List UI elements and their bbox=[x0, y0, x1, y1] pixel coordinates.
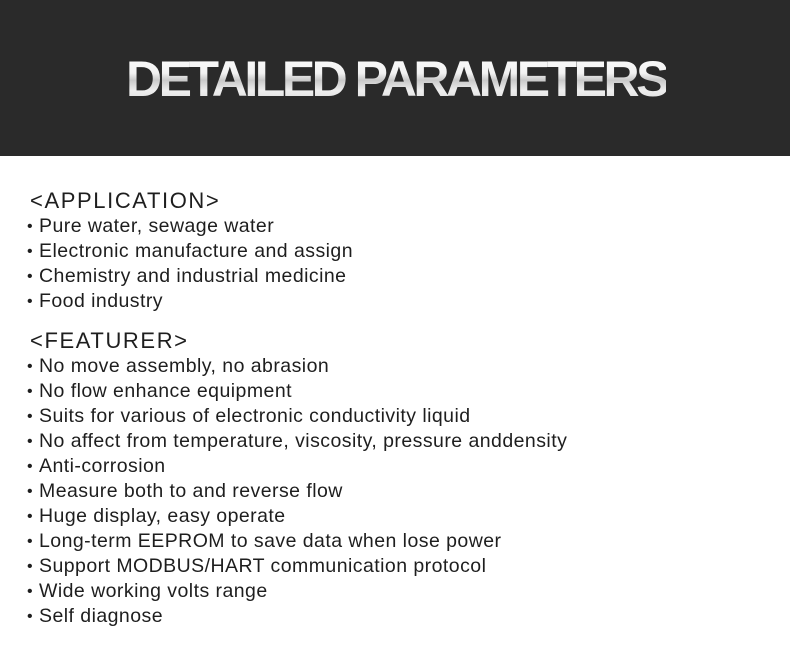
list-item bbox=[27, 604, 790, 629]
features-list bbox=[27, 354, 790, 629]
list-item bbox=[27, 429, 790, 454]
list-item-text: No move assembly, no abrasion bbox=[39, 355, 330, 377]
bullet-icon: • bbox=[27, 583, 34, 600]
bullet-icon: • bbox=[27, 433, 34, 450]
bullet-icon: • bbox=[27, 508, 34, 525]
bullet-icon: • bbox=[27, 533, 34, 550]
page-title: DETAILED PARAMETERS bbox=[126, 51, 666, 107]
list-item bbox=[27, 379, 790, 404]
list-item bbox=[27, 579, 790, 604]
bullet-icon: • bbox=[27, 483, 34, 500]
list-item-text: No affect from temperature, viscosity, pressure anddensity bbox=[39, 430, 568, 452]
list-item bbox=[27, 214, 790, 239]
list-item bbox=[27, 454, 790, 479]
list-item bbox=[27, 529, 790, 554]
list-item-text: Anti-corrosion bbox=[39, 455, 166, 477]
bullet-icon: • bbox=[27, 358, 34, 375]
list-item-text: Self diagnose bbox=[39, 605, 164, 627]
list-item-text: Pure water, sewage water bbox=[39, 215, 275, 237]
list-item bbox=[27, 289, 790, 314]
bullet-icon: • bbox=[27, 218, 34, 235]
header-banner bbox=[0, 0, 790, 156]
bullet-icon: • bbox=[27, 243, 34, 260]
list-item-text: Huge display, easy operate bbox=[39, 505, 286, 527]
features-heading: <FEATURER> bbox=[30, 328, 189, 353]
bullet-icon: • bbox=[27, 408, 34, 425]
list-item bbox=[27, 354, 790, 379]
list-item-text: Suits for various of electronic conductivity liquid bbox=[39, 405, 471, 427]
list-item-text: Wide working volts range bbox=[39, 580, 268, 602]
bullet-icon: • bbox=[27, 268, 34, 285]
list-item-text: Measure both to and reverse flow bbox=[39, 480, 343, 502]
list-item-text: Long-term EEPROM to save data when lose power bbox=[39, 530, 502, 552]
list-item bbox=[27, 504, 790, 529]
list-item-text: No flow enhance equipment bbox=[39, 380, 292, 402]
bullet-icon: • bbox=[27, 383, 34, 400]
list-item bbox=[27, 239, 790, 264]
bullet-icon: • bbox=[27, 608, 34, 625]
list-item-text: Electronic manufacture and assign bbox=[39, 240, 354, 262]
bullet-icon: • bbox=[27, 558, 34, 575]
application-heading: <APPLICATION> bbox=[30, 188, 221, 213]
bullet-icon: • bbox=[27, 458, 34, 475]
list-item bbox=[27, 264, 790, 289]
list-item bbox=[27, 479, 790, 504]
list-item-text: Food industry bbox=[39, 290, 163, 312]
list-item-text: Chemistry and industrial medicine bbox=[39, 265, 347, 287]
application-list bbox=[27, 214, 790, 314]
bullet-icon: • bbox=[27, 293, 34, 310]
content-area bbox=[0, 156, 790, 629]
list-item-text: Support MODBUS/HART communication protocol bbox=[39, 555, 487, 577]
list-item bbox=[27, 554, 790, 579]
list-item bbox=[27, 404, 790, 429]
